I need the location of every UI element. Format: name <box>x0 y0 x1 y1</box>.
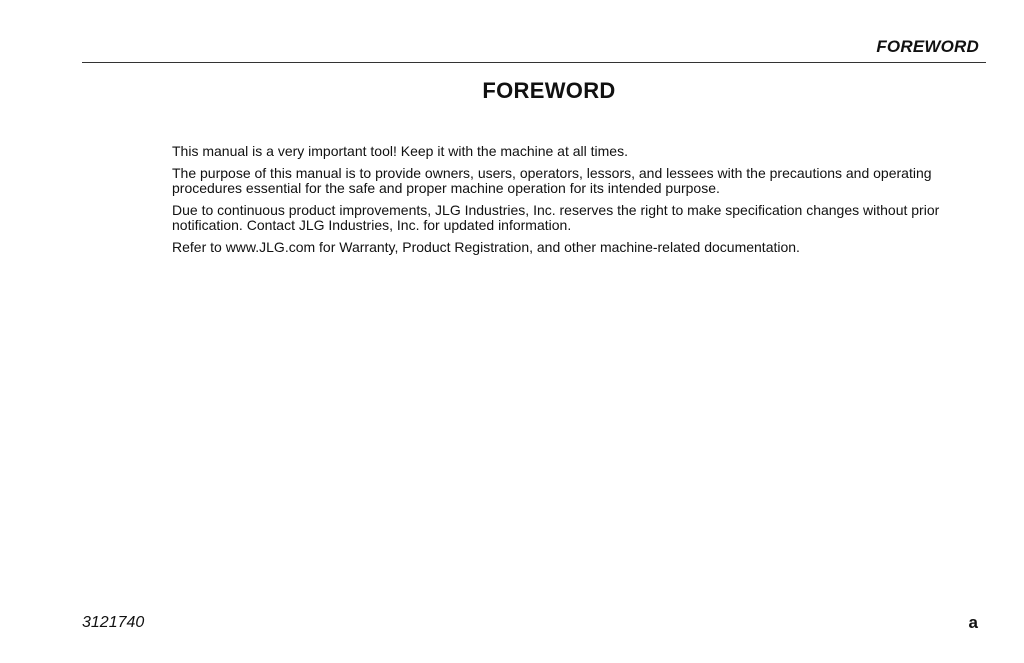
page-number: a <box>968 613 978 632</box>
document-number: 3121740 <box>82 614 145 631</box>
paragraph-improvements: Due to continuous product improvements, JLG Industries, Inc. reserves the right to make specification changes without prior notification. Contact JLG Industries, Inc. for updated information. <box>172 202 940 233</box>
foreword-body <box>172 144 942 262</box>
running-header-title: FOREWORD <box>876 37 979 56</box>
paragraph-website-reference: Refer to www.JLG.com for Warranty, Product Registration, and other machine-related documentation. <box>172 239 800 255</box>
paragraph-purpose: The purpose of this manual is to provide owners, users, operators, lessors, and lessees with the precautions and operating procedures essential for the safe and proper machine operation for its intended purpose. <box>172 165 932 196</box>
header-divider <box>82 62 986 63</box>
page-title: FOREWORD <box>482 78 616 103</box>
paragraph-importance: This manual is a very important tool! Keep it with the machine at all times. <box>172 143 628 159</box>
